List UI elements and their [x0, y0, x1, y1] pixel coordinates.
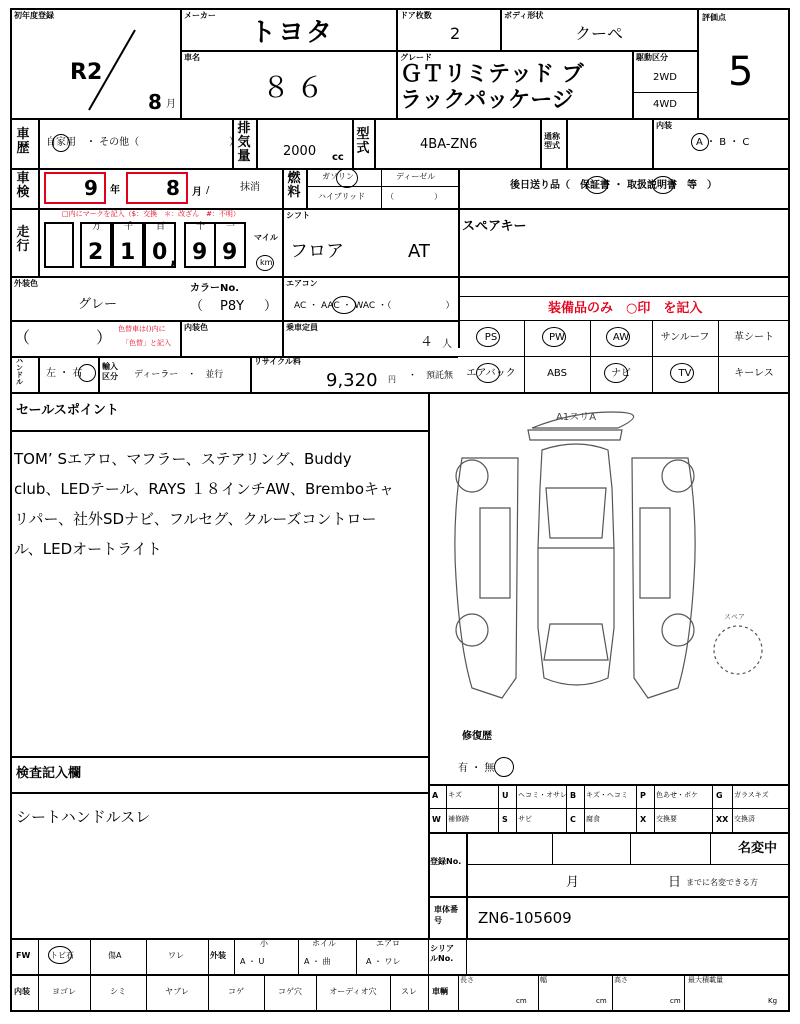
- bottom-gaiso: 外装: [210, 951, 226, 960]
- bottom-divider-1: [466, 938, 467, 974]
- shift-value: フロア: [290, 241, 344, 262]
- legend-divider: [654, 784, 655, 808]
- legend-code-row2-1: S: [502, 815, 508, 824]
- dim-divider: [612, 974, 613, 1012]
- mileage-digit-3: 0: [152, 240, 168, 265]
- legend-code-row1-2: B: [570, 791, 577, 800]
- first-reg-month: 8: [148, 90, 162, 114]
- interior-a-circle: [691, 133, 709, 151]
- recycle-deposit: ・ 預託無: [408, 371, 454, 381]
- color-no-label: カラーNo.: [190, 283, 240, 294]
- mileage-unit-3: 百: [156, 222, 166, 232]
- model-label: 型式: [356, 127, 370, 156]
- check-title: 検査記入欄: [16, 766, 82, 781]
- bottom-divider-1: [90, 938, 91, 974]
- legend-code-row1-0: A: [432, 791, 439, 800]
- recolor-paren-open: （: [14, 328, 31, 347]
- bottom-kg: Kg: [768, 997, 778, 1005]
- doors-value: 2: [450, 24, 461, 43]
- bottom-small: 小: [260, 939, 268, 948]
- bottom-divider-1: [428, 938, 429, 974]
- body-label: ボディ形状: [504, 11, 544, 20]
- interior-color-label: 内装色: [184, 323, 208, 332]
- fuel-label: 燃料: [287, 171, 301, 200]
- bottom-divider-1: [298, 938, 299, 974]
- legend-divider: [636, 784, 637, 808]
- sales-line-1: TOM’ Sエアロ、マフラー、ステアリング、Buddy: [14, 450, 352, 468]
- equipment-circle-5: [670, 363, 694, 383]
- score-value: 5: [728, 49, 754, 95]
- bottom-fw: FW: [16, 951, 31, 960]
- mileage-unit-4: 十: [196, 222, 206, 232]
- repair-none-circle: [494, 757, 514, 777]
- bottom-divider-2: [428, 974, 429, 1012]
- inspection-label: 車検: [16, 171, 30, 200]
- legend-code-row1-1: U: [502, 791, 509, 800]
- spare-label: スペア: [724, 613, 745, 621]
- bottom-cm-2: cm: [670, 997, 681, 1005]
- equipment-row2-0: エアバック: [466, 368, 516, 379]
- chassis-value: ZN6-105609: [478, 909, 572, 927]
- legend-divider: [584, 784, 585, 808]
- mileage-unit-5: 一: [226, 222, 236, 232]
- drive-2wd: 2WD: [653, 72, 677, 83]
- equipment-row1-0: PS: [484, 332, 498, 343]
- displacement-value: 2000: [283, 144, 317, 159]
- grade-line1: ＧＴリミテッド ブ: [400, 62, 584, 87]
- legend-desc-row2-2: 腐食: [586, 815, 600, 823]
- legend-divider: [446, 808, 447, 832]
- warranty-circle: [586, 176, 608, 194]
- legend-desc-row2-4: 交換済: [734, 815, 755, 823]
- handle-label: ハンドル: [16, 357, 23, 386]
- recycle-label: リサイクル料: [254, 357, 301, 366]
- bottom-divider-1: [208, 938, 209, 974]
- mileage-digit-2: 1: [120, 240, 136, 265]
- repair-history-options: 有 ・ 無: [458, 763, 495, 774]
- ac-label: エアコン: [286, 279, 318, 288]
- model-value: 4BA-ZN6: [420, 137, 478, 152]
- carname-value: ８６: [262, 71, 331, 104]
- repair-history-label: 修復歴: [462, 731, 492, 742]
- doors-label: ドア枚数: [400, 11, 432, 20]
- reg-no-label: 登録No.: [430, 857, 462, 866]
- legend-desc-row2-3: 交換要: [656, 815, 677, 823]
- legend-desc-row1-0: キズ: [448, 791, 462, 799]
- equipment-circle-4: [604, 363, 628, 383]
- fuel-gas-circle: [336, 168, 358, 188]
- inspection-year: 9: [84, 176, 98, 200]
- bottom-small-opts: A ・ U: [240, 957, 265, 966]
- bottom-maxload: 最大積載量: [688, 976, 723, 984]
- bottom-item-0: ヨゴレ: [52, 987, 76, 996]
- first-reg-year: R2: [70, 60, 103, 85]
- mileage-unit-1: 万: [92, 222, 102, 232]
- inspection-month-unit: 月: [192, 187, 202, 198]
- mileage-digit-1: 2: [88, 240, 104, 265]
- legend-divider: [712, 784, 713, 808]
- legend-divider: [516, 808, 517, 832]
- sales-point-text: [14, 444, 424, 564]
- dim-divider: [684, 974, 685, 1012]
- ac-options: AC ・ AAC ・ WAC ・（ ）: [294, 301, 455, 311]
- bottom-wheel-opts: A ・ 曲: [304, 957, 331, 966]
- grade-label: グレード: [400, 53, 432, 62]
- reg-month: 月: [566, 875, 580, 890]
- slash-mark: [85, 28, 140, 113]
- mileage-km-circle: [256, 255, 274, 271]
- equipment-row1-2: AW: [612, 332, 630, 343]
- reg-until: までに名変できる方: [686, 878, 758, 887]
- fuel-gas: ガソリン: [322, 172, 354, 181]
- maker-label: メーカー: [184, 11, 216, 20]
- mileage-digit-5: 9: [222, 240, 238, 265]
- mileage-comma: ,: [170, 248, 177, 269]
- fuel-hybrid: ハイブリッド: [318, 192, 366, 201]
- legend-divider: [732, 808, 733, 832]
- handle-right-circle: [78, 364, 96, 382]
- wheel-front-right: [662, 460, 694, 492]
- color-no-value: P8Y: [220, 299, 245, 314]
- maker-value: トヨタ: [250, 18, 335, 48]
- bottom-divider-1: [146, 938, 147, 974]
- mileage-km: km: [260, 258, 273, 267]
- bottom-item-3: コゲ: [228, 987, 244, 996]
- equipment-circle-0: [476, 327, 500, 347]
- displacement-unit: cc: [332, 152, 344, 163]
- color-no-open: （: [190, 299, 204, 314]
- bottom-item-1: シミ: [110, 987, 126, 996]
- inspection-erase: 抹消: [240, 182, 260, 193]
- inspection-month: 8: [166, 176, 180, 200]
- equipment-row1-3: サンルーフ: [660, 332, 710, 343]
- check-text: シートハンドルスレ: [16, 808, 151, 826]
- bottom-aero-opts: A ・ ワレ: [366, 957, 401, 966]
- score-label: 評価点: [702, 13, 726, 22]
- spoiler-mark: A1スリA: [556, 412, 597, 423]
- wheel-front-left: [456, 460, 488, 492]
- legend-code-row2-0: W: [432, 815, 441, 824]
- legend-divider: [566, 808, 567, 832]
- bottom-wid: 幅: [540, 976, 547, 984]
- dealer-options: ディーラー ・ 並行: [134, 370, 224, 380]
- history-options: 自家用 ・ その他（ ）: [46, 137, 240, 148]
- spare-key: スペアキー: [462, 219, 527, 234]
- mileage-digit-box-0: [44, 222, 74, 268]
- capacity-unit: 人: [442, 339, 452, 350]
- equipment-circle-1: [542, 327, 566, 347]
- month-unit: 月: [166, 99, 176, 110]
- history-selected-circle: [52, 134, 70, 152]
- bottom-divider-1: [234, 938, 235, 974]
- exterior-color: グレー: [78, 297, 118, 312]
- legend-divider: [516, 784, 517, 808]
- bottom-tobi: トビ石: [50, 951, 74, 960]
- capacity-value: ４: [420, 335, 434, 350]
- manual-circle: [652, 176, 674, 194]
- bottom-len: 長さ: [460, 976, 474, 984]
- shift-label: シフト: [286, 211, 310, 220]
- interior-options: A ・ B ・ C: [696, 137, 750, 148]
- bottom-aero: エアロ: [376, 939, 400, 948]
- grade-line2: ラックパッケージ: [400, 88, 574, 113]
- inspection-year-unit: 年: [110, 185, 120, 196]
- bottom-naiso: 内装: [14, 987, 30, 996]
- legend-divider: [712, 808, 713, 832]
- equipment-row2-2: ナビ: [611, 368, 631, 379]
- name-change: 名変中: [738, 841, 778, 856]
- inspection-slash: /: [206, 185, 210, 196]
- sales-line-3: リパー、社外SDナビ、フルセグ、クルーズコントロー: [14, 510, 377, 528]
- mileage-mile: マイル: [254, 233, 278, 242]
- legend-desc-row1-3: 色あせ・ボケ: [656, 791, 698, 799]
- chassis-label: 車体番号: [434, 905, 458, 925]
- equipment-row2-4: キーレス: [734, 368, 774, 379]
- reg-day: 日: [668, 875, 682, 890]
- bottom-item-5: オーディオ穴: [329, 987, 377, 996]
- history-label: 車歴: [16, 127, 30, 156]
- exterior-color-label: 外装色: [14, 279, 38, 288]
- car-body-diagram: [432, 398, 788, 718]
- after-delivery-items: 後日送り品（ 保証書 ・ 取扱説明書 等 ）: [510, 180, 717, 191]
- bottom-item-6: スレ: [401, 987, 417, 996]
- bottom-wheel: ホイル: [312, 939, 336, 948]
- equipment-circle-3: [476, 363, 500, 383]
- sales-point-title: セールスポイント: [16, 403, 119, 418]
- equipment-circle-2: [606, 327, 630, 347]
- recycle-yen: 円: [388, 375, 396, 384]
- interior-label: 内装: [656, 121, 672, 130]
- common-model-label: 通称型式: [544, 132, 560, 150]
- legend-divider: [498, 808, 499, 832]
- bottom-hei: 高さ: [614, 976, 628, 984]
- legend-divider: [732, 784, 733, 808]
- equipment-row2-1: ABS: [547, 368, 567, 379]
- bottom-sharyo: 車輌: [432, 987, 448, 996]
- fuel-other: （ ）: [386, 192, 442, 201]
- sales-line-4: ル、LEDオートライト: [14, 540, 162, 558]
- carname-label: 車名: [184, 53, 200, 62]
- displacement-label: 排気量: [237, 121, 251, 164]
- recolor-paren-close: ）: [96, 328, 113, 347]
- recycle-value: 9,320: [326, 370, 378, 391]
- handle-options: 左 ・ 右: [46, 368, 83, 379]
- recolor-note-1: 色替車は()内に: [118, 325, 166, 333]
- bottom-kizua: 傷A: [108, 951, 122, 960]
- bottom-item-4: コゲ穴: [278, 987, 302, 996]
- tobi-circle: [48, 946, 72, 964]
- bottom-ware: ワレ: [168, 951, 184, 960]
- legend-code-row2-2: C: [570, 815, 576, 824]
- fuel-diesel: ディーゼル: [396, 172, 436, 181]
- legend-divider: [654, 808, 655, 832]
- sales-line-2: club、LEDテール、RAYS １８インチAW、Breｍboキャ: [14, 480, 395, 498]
- body-value: クーペ: [575, 24, 624, 43]
- first-reg-label: 初年度登録: [14, 11, 54, 20]
- dim-divider: [538, 974, 539, 1012]
- legend-code-row2-3: X: [640, 815, 647, 824]
- equipment-row1-1: PW: [549, 332, 565, 343]
- equipment-row2-3: TV: [678, 368, 692, 379]
- color-no-close: ）: [264, 299, 278, 314]
- legend-code-row2-4: XX: [716, 815, 729, 824]
- legend-desc-row2-0: 補修跡: [448, 815, 469, 823]
- mileage-label: 走行: [16, 225, 30, 254]
- legend-desc-row1-1: ヘコミ・オサレ: [518, 791, 567, 799]
- mileage-digit-4: 9: [192, 240, 208, 265]
- bottom-divider-1: [38, 938, 39, 974]
- mileage-note: □内にマークを記入（$：交換 ＊：改ざん #：不明）: [62, 210, 240, 218]
- legend-divider: [636, 808, 637, 832]
- equipment-row1-4: 革シート: [734, 332, 774, 343]
- legend-code-row1-3: P: [640, 791, 646, 800]
- bottom-cm-0: cm: [516, 997, 527, 1005]
- equipment-title: 装備品のみ ○印 を記入: [548, 301, 703, 316]
- bottom-divider-1: [356, 938, 357, 974]
- drive-4wd: 4WD: [653, 99, 677, 110]
- legend-code-row1-4: G: [716, 791, 723, 800]
- dim-divider: [458, 974, 459, 1012]
- import-label: 輸入区分: [102, 362, 118, 381]
- legend-desc-row1-2: キズ・ヘコミ: [586, 791, 628, 799]
- legend-divider: [446, 784, 447, 808]
- aac-circle: [332, 296, 356, 314]
- spare-tire: [714, 626, 762, 674]
- shift-type: AT: [408, 241, 430, 262]
- legend-desc-row2-1: サビ: [518, 815, 532, 823]
- capacity-label: 乗車定員: [286, 323, 318, 332]
- mileage-unit-2: 千: [124, 222, 134, 232]
- drive-label: 駆動区分: [636, 53, 668, 62]
- legend-divider: [498, 784, 499, 808]
- bottom-serial: シリアルNo.: [430, 944, 454, 963]
- legend-desc-row1-4: ガラスキズ: [734, 791, 769, 799]
- bottom-item-2: ヤブレ: [165, 987, 189, 996]
- legend-divider: [584, 808, 585, 832]
- bottom-cm-1: cm: [596, 997, 607, 1005]
- recolor-note-2: 「色替」と記入: [122, 339, 171, 347]
